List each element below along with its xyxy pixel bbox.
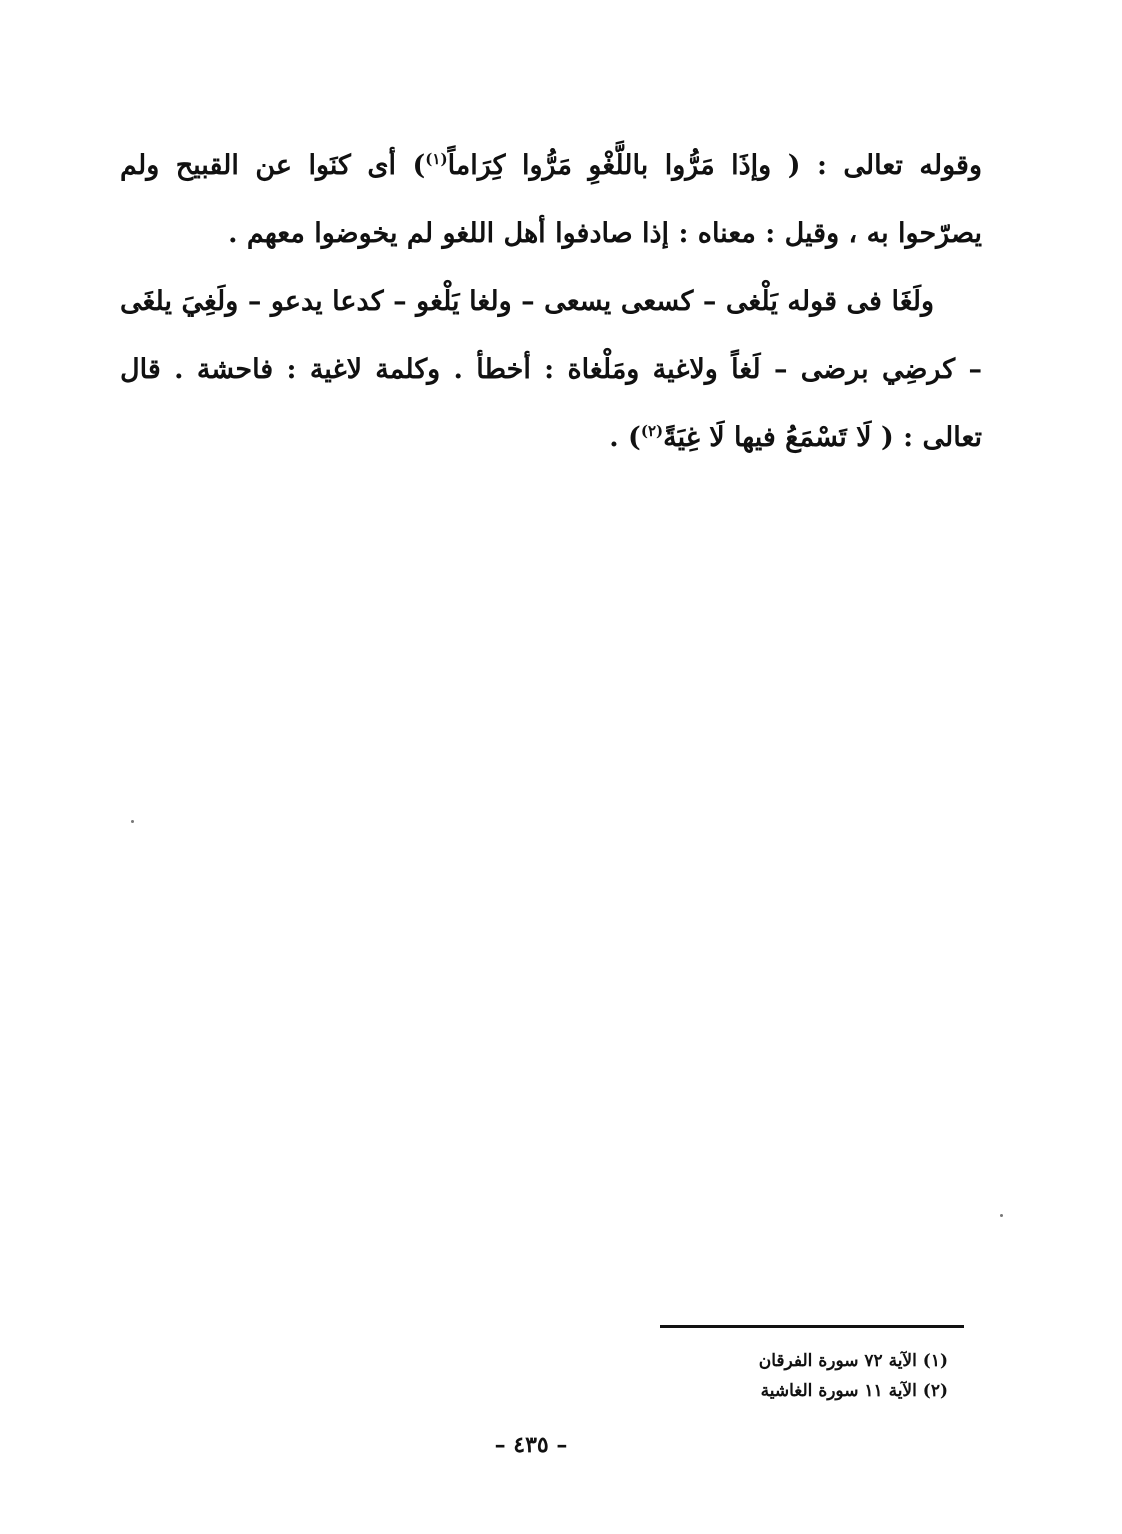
footnote-1: (١) الآية ٧٢ سورة الفرقان — [758, 1351, 948, 1371]
scan-speck — [1000, 1214, 1003, 1217]
paragraph-2-text-end: ) . — [609, 422, 641, 453]
paragraph-2-text-start: ولَغَا فى قوله يَلْغى – كسعى يسعى – ولغا يَلْغو – كدعا يدعو – ولَغِيَ يلغَى – كرضِي برضى – لَغاً ولاغية ومَلْغاة : أخطأ . وكلمة لاغية : فاحشة . قال تعالى : ( لَا تَسْمَعُ فيها لَا غِيَةً — [120, 286, 982, 453]
main-text-block — [120, 132, 982, 472]
paragraph-1-text-end: ) أى كنَوا عن القبيح ولم يصرّحوا به ، وقيل : معناه : إذا صادفوا أهل اللغو لم يخوضوا معهم . — [120, 150, 982, 249]
footnote-reference-1: (١) — [425, 150, 448, 168]
footnote-2: (٢) الآية ١١ سورة الغاشية — [760, 1381, 948, 1401]
footnotes-block — [520, 1346, 948, 1406]
footnote-reference-2: (٢) — [640, 422, 664, 440]
footnote-separator-rule — [660, 1325, 964, 1328]
paragraph-1-text-start: وقوله تعالى : ( وإذَا مَرُّوا باللَّغْوِ مَرُّوا كِرَاماً — [447, 150, 982, 181]
paragraph-2 — [120, 268, 982, 472]
page-number: – ٤٣٥ – — [494, 1432, 568, 1458]
scan-speck — [131, 820, 134, 823]
paragraph-1 — [120, 132, 982, 268]
